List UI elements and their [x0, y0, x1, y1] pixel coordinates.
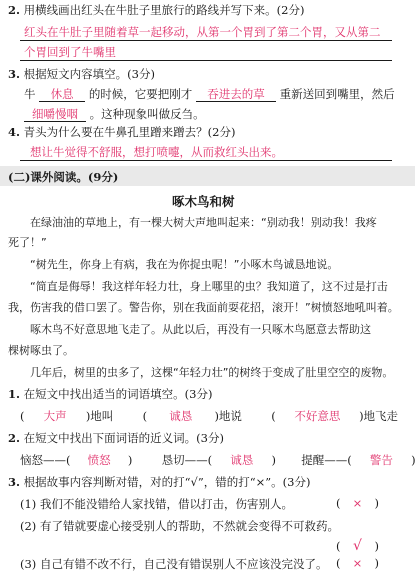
answer: 警告 [369, 453, 393, 467]
story-paragraph: 啄木鸟不好意思地飞走了。从此以后，再没有一只啄木鸟愿意去帮助这 [30, 323, 371, 336]
exercise-1 [8, 386, 212, 402]
story-title: 啄木鸟和树 [172, 194, 235, 209]
text: ( [20, 409, 25, 423]
judge-item-answer: ( × ) [336, 556, 379, 570]
exercise-2 [8, 430, 224, 446]
question-number: 3. [8, 475, 21, 489]
fill-row [20, 408, 398, 424]
judge-item-answer: ( √ ) [336, 538, 379, 554]
fill-line [24, 106, 205, 122]
answer-line: 个胃回到了牛嘴里 [24, 45, 116, 59]
text: 的时候，它要把刚才 [88, 87, 193, 101]
text: 恳切——( [161, 453, 213, 467]
question-2 [8, 2, 304, 18]
synonym-row [20, 452, 416, 468]
question-prompt: 在短文中找出适当的词语填空。(3分) [23, 387, 213, 401]
question-prompt: 根据短文内容填空。(3分) [23, 67, 155, 81]
question-prompt: 根据故事内容判断对错，对的打“√”，错的打“×”。(3分) [23, 475, 311, 489]
underline [20, 160, 392, 161]
question-number: 1. [8, 387, 21, 401]
judge-item-text: (3) 自己有错不改不行，自己没有错误别人不应该没完没了。 [20, 557, 328, 571]
blank-answer: 细嚼慢咽 [24, 107, 86, 122]
answer: 愤怒 [87, 453, 111, 467]
story-paragraph: 死了！” [8, 236, 47, 249]
question-number: 4. [8, 125, 21, 139]
question-prompt: 青头为什么要在牛鼻孔里蹭来蹭去？(2分) [23, 125, 236, 139]
text: ) [411, 453, 416, 467]
story-paragraph: 在绿油油的草地上，有一棵大树大声地叫起来：“别动我！别动我！我疼 [30, 216, 377, 229]
underline [20, 60, 392, 61]
answer: 不好意思 [294, 409, 341, 423]
fill-line [24, 86, 395, 102]
answer-mark: × [352, 496, 363, 510]
question-prompt: 用横线画出红头在牛肚子里旅行的路线并写下来。(2分) [23, 3, 305, 17]
answer: 大声 [43, 409, 67, 423]
underline [20, 40, 392, 41]
question-4 [8, 124, 235, 140]
answer-line: 想让牛觉得不舒服，想打喷嚏，从而救红头出来。 [30, 145, 283, 159]
judge-item-text: (1) 我们不能没错给人家找错，借以打击，伤害别人。 [20, 497, 293, 511]
question-3 [8, 66, 155, 82]
text: ( [142, 409, 148, 423]
answer-mark: √ [353, 538, 362, 554]
question-number: 3. [8, 67, 21, 81]
answer-mark: × [352, 556, 363, 570]
text: )地飞走 [359, 409, 399, 423]
blank-answer: 吞进去的草 [196, 87, 276, 102]
question-number: 2. [8, 3, 21, 17]
text: ( [271, 409, 276, 423]
text: 牛 [24, 87, 36, 101]
text: )地说 [214, 409, 242, 423]
answer: 诚恳 [230, 453, 254, 467]
section-title: (二)课外阅读。(9分) [8, 170, 119, 184]
answer-line: 红头在牛肚子里随着草一起移动，从第一个胃到了第二个胃，又从第二 [24, 25, 381, 39]
answer: 诚恳 [169, 409, 193, 423]
story-paragraph: 几年后，树里的虫多了，这棵“年轻力壮”的树终于变成了肚里空空的废物。 [30, 366, 394, 379]
story-paragraph: “简直是侮辱！我这样年轻力壮，身上哪里的虫？我知道了，这不过是打击 [30, 280, 388, 293]
exercise-3 [8, 474, 310, 490]
text: 。这种现象叫做反刍。 [89, 107, 205, 121]
blank-answer: 休息 [39, 87, 85, 102]
story-paragraph: 我，伤害我的借口罢了。警告你，别在我面前耍花招，滚开！”树愤怒地吼叫着。 [8, 301, 399, 314]
text: 提醒——( [301, 453, 352, 467]
judge-item-answer: ( × ) [336, 496, 379, 510]
question-prompt: 在短文中找出下面词语的近义词。(3分) [23, 431, 224, 445]
text: ) [127, 453, 133, 467]
text: ) [271, 453, 276, 467]
story-paragraph: 棵树啄虫了。 [8, 344, 74, 357]
story-paragraph: “树先生，你身上有病，我在为你捉虫呢！”小啄木鸟诚恳地说。 [30, 258, 339, 271]
judge-item-text: (2) 有了错就要虚心接受别人的帮助，不然就会变得不可救药。 [20, 519, 339, 533]
question-number: 2. [8, 431, 21, 445]
text: 重新送回到嘴里，然后 [279, 87, 395, 101]
text: )地叫 [85, 409, 114, 423]
text: 恼怒——( [20, 453, 71, 467]
